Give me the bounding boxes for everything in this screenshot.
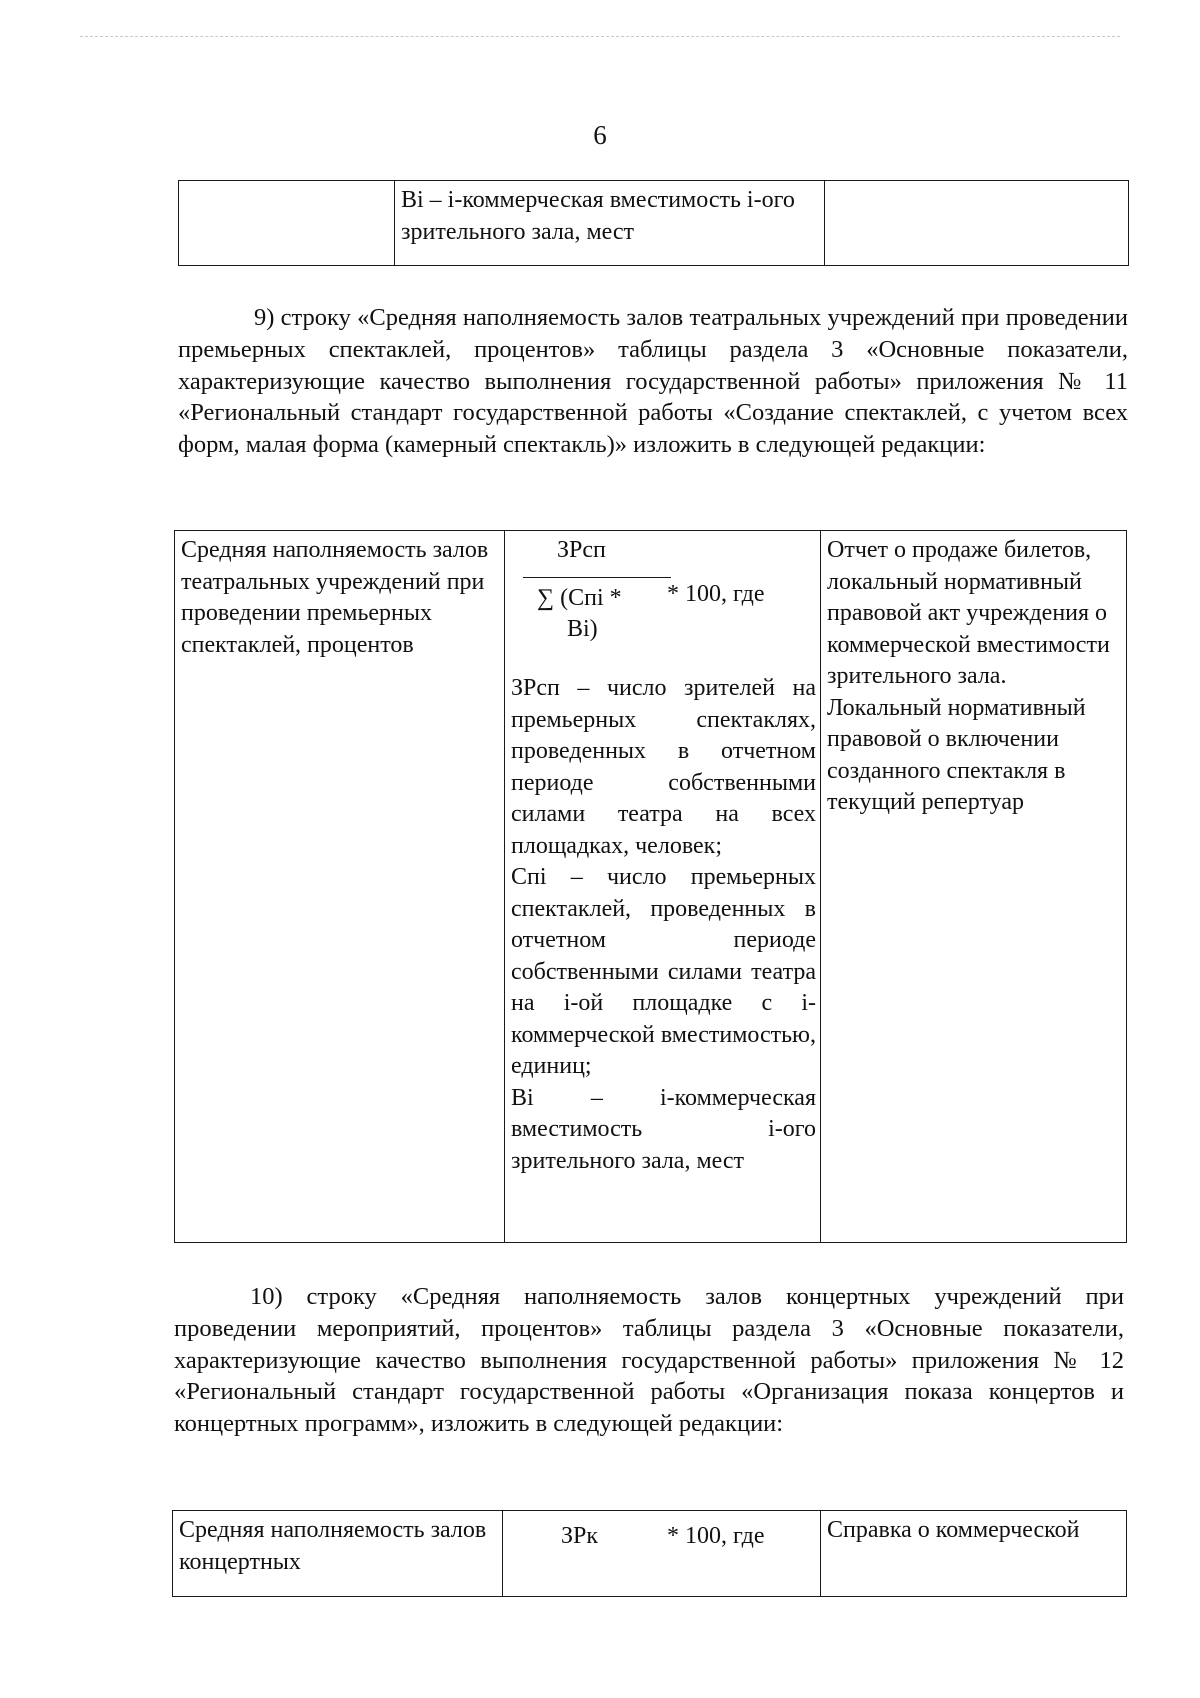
formula-multiplier: * 100, где: [667, 581, 765, 607]
table2-cell-formula: [505, 531, 821, 1243]
formula-multiplier-concert: * 100, где: [667, 1523, 765, 1549]
table1-cell-indicator: [179, 181, 395, 266]
paragraph-9-text: 9) строку «Средняя наполняемость залов театральных учреждений при проведении премьерных спектаклей, процентов» таблицы раздела 3 «Основные показатели, характеризующие качество выполнения государственной работы» приложения № 11 «Региональный стандарт государственной работы «Создание спектаклей, с учетом всех форм, малая форма (камерный спектакль)» изложить в следующей редакции:: [178, 304, 1128, 459]
formula-denominator-line1: ∑ (Спi *: [537, 585, 622, 611]
table3-cell-formula: [503, 1511, 821, 1597]
formula-numerator: ЗРсп: [557, 537, 606, 563]
scan-artifact-line: [80, 36, 1120, 37]
page-number: 6: [593, 120, 607, 150]
formula-block-concert: [509, 1515, 816, 1575]
definition-zrsp: ЗРсп – число зрителей на премьерных спектаклях, проведенных в отчетном периоде собственными силами театра на всех площадках, человек;: [511, 675, 816, 859]
paragraph-10: [174, 1281, 1124, 1440]
formula-block: [511, 535, 816, 653]
table-continuation: [178, 180, 1129, 266]
table2-cell-source: Отчет о продаже билетов, локальный нормативный правовой акт учреждения о коммерческой вместимости зрительного зала. Локальный нормативный правовой о включении созданного спектакля в текущий репертуар: [821, 531, 1127, 1243]
paragraph-9: [178, 302, 1128, 461]
fraction-bar: [523, 577, 671, 578]
table3-cell-indicator: Средняя наполняемость залов концертных: [173, 1511, 503, 1597]
paragraph-10-text: 10) строку «Средняя наполняемость залов концертных учреждений при проведении мероприятий, процентов» таблицы раздела 3 «Основные показатели, характеризующие качество выполнения государственной работы» приложения № 12 «Региональный стандарт государственной работы «Организация показа концертов и концертных программ», изложить в следующей редакции:: [174, 1283, 1124, 1438]
table1-cell-formula: Bi – i-коммерческая вместимость i-ого зрительного зала, мест: [395, 181, 825, 266]
table-theatre-premiere: [174, 530, 1127, 1243]
table3-cell-source: Справка о коммерческой: [821, 1511, 1127, 1597]
table2-cell-indicator: Средняя наполняемость залов театральных учреждений при проведении премьерных спектаклей, процентов: [175, 531, 505, 1243]
table1-cell-source: [825, 181, 1129, 266]
formula-definitions: [511, 673, 816, 1177]
formula-denominator-line2: Bi): [567, 616, 598, 642]
definition-bi: Bi – i-коммерческая вместимость i-ого зрительного зала, мест: [511, 1084, 816, 1174]
table-concert: [172, 1510, 1127, 1597]
definition-spi: Спi – число премьерных спектаклей, проведенных в отчетном периоде собственными силами театра на i-ой площадке с i-коммерческой вместимостью, единиц;: [511, 864, 816, 1079]
formula-numerator-concert: ЗРк: [561, 1523, 599, 1549]
